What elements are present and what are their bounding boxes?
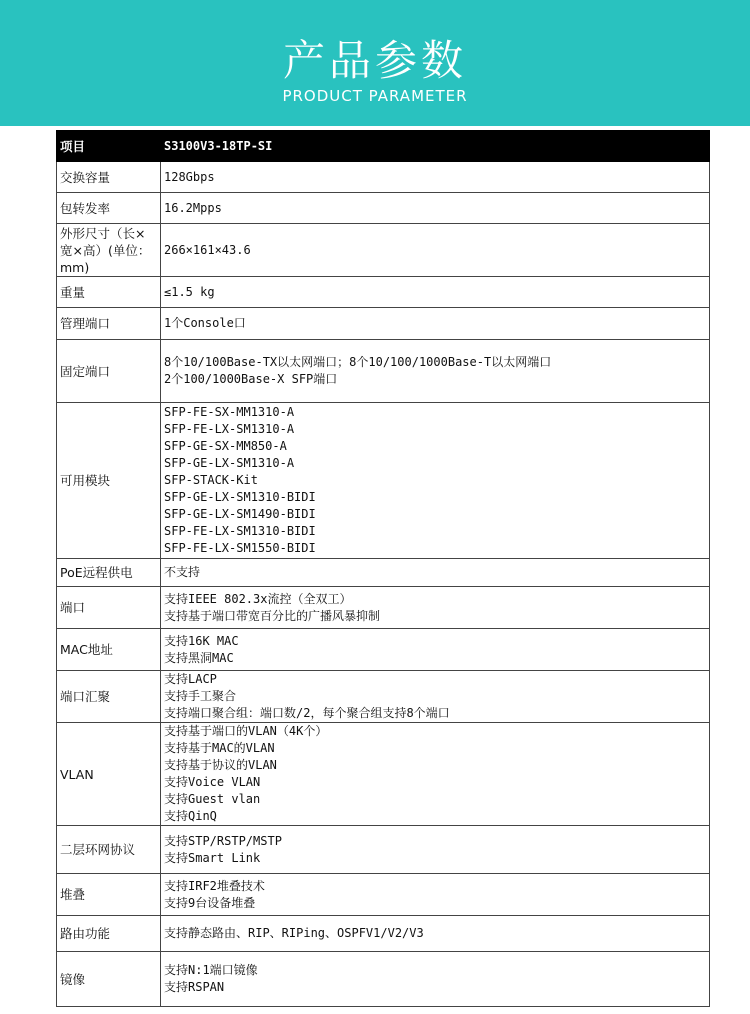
table-row bbox=[57, 874, 710, 916]
banner-title: 产品参数 bbox=[282, 36, 467, 85]
table-row bbox=[57, 629, 710, 671]
row-value bbox=[161, 340, 710, 403]
value-line: SFP-GE-SX-MM850-A bbox=[164, 439, 287, 453]
row-value bbox=[161, 723, 710, 826]
table-row bbox=[57, 224, 710, 277]
table-row bbox=[57, 952, 710, 1007]
value-line: SFP-FE-SX-MM1310-A bbox=[164, 405, 295, 419]
value-line: 支持基于端口带宽百分比的广播风暴抑制 bbox=[164, 608, 381, 623]
row-label: MAC地址 bbox=[57, 629, 161, 671]
value-line: 支持基于MAC的VLAN bbox=[164, 741, 275, 755]
value-line: SFP-GE-LX-SM1490-BIDI bbox=[164, 507, 316, 521]
value-line: 支持LACP bbox=[164, 672, 217, 686]
row-label: 端口汇聚 bbox=[57, 671, 161, 723]
row-value bbox=[161, 308, 710, 340]
row-label: 可用模块 bbox=[57, 403, 161, 559]
row-value bbox=[161, 193, 710, 224]
value-line: 16.2Mpps bbox=[164, 200, 222, 215]
value-line: 支持N:1端口镜像 bbox=[164, 963, 258, 977]
value-line: 支持IEEE 802.3x流控（全双工） bbox=[164, 591, 352, 606]
value-line: SFP-FE-LX-SM1310-A bbox=[164, 422, 295, 436]
row-value bbox=[161, 162, 710, 193]
value-line: SFP-GE-LX-SM1310-A bbox=[164, 456, 295, 470]
header-model: S3100V3-18TP-SI bbox=[161, 131, 710, 162]
row-label: 交换容量 bbox=[57, 162, 161, 193]
row-label: 包转发率 bbox=[57, 193, 161, 224]
value-line: 266×161×43.6 bbox=[164, 242, 251, 257]
value-line: 支持STP/RSTP/MSTP bbox=[164, 833, 282, 848]
value-line: 支持基于协议的VLAN bbox=[164, 758, 277, 772]
row-value bbox=[161, 277, 710, 308]
table-row bbox=[57, 916, 710, 952]
value-line: 2个100/1000Base-X SFP端口 bbox=[164, 372, 338, 386]
value-line: 支持手工聚合 bbox=[164, 689, 237, 703]
value-line: 支持基于端口的VLAN（4K个） bbox=[164, 724, 328, 738]
row-label: 镜像 bbox=[57, 952, 161, 1007]
row-value bbox=[161, 916, 710, 952]
value-line: SFP-GE-LX-SM1310-BIDI bbox=[164, 490, 316, 504]
value-line: SFP-STACK-Kit bbox=[164, 473, 258, 487]
header-banner bbox=[0, 0, 750, 126]
table-row bbox=[57, 277, 710, 308]
row-value bbox=[161, 587, 710, 629]
table-row bbox=[57, 723, 710, 826]
row-label: 管理端口 bbox=[57, 308, 161, 340]
table-row bbox=[57, 671, 710, 723]
table-header-row bbox=[57, 131, 710, 162]
value-line: 支持9台设备堆叠 bbox=[164, 895, 256, 910]
row-value bbox=[161, 874, 710, 916]
value-line: 128Gbps bbox=[164, 169, 215, 184]
table-row bbox=[57, 826, 710, 874]
table-row bbox=[57, 587, 710, 629]
row-value bbox=[161, 826, 710, 874]
value-line: 8个10/100Base-TX以太网端口；8个10/100/1000Base-T以太网端口 bbox=[164, 355, 552, 369]
row-value bbox=[161, 224, 710, 277]
row-label: 二层环网协议 bbox=[57, 826, 161, 874]
row-label: 重量 bbox=[57, 277, 161, 308]
value-line: 支持16K MAC bbox=[164, 633, 239, 648]
value-line: 支持黑洞MAC bbox=[164, 650, 234, 665]
table-row bbox=[57, 403, 710, 559]
value-line: 1个Console口 bbox=[164, 316, 246, 330]
table-row bbox=[57, 340, 710, 403]
value-line: 支持QinQ bbox=[164, 809, 217, 823]
row-value bbox=[161, 403, 710, 559]
row-value bbox=[161, 629, 710, 671]
value-line: SFP-FE-LX-SM1550-BIDI bbox=[164, 541, 316, 555]
header-label: 项目 bbox=[57, 131, 161, 162]
table-row bbox=[57, 559, 710, 587]
table-row bbox=[57, 193, 710, 224]
value-line: 支持IRF2堆叠技术 bbox=[164, 878, 265, 893]
row-label: 路由功能 bbox=[57, 916, 161, 952]
value-line: 支持端口聚合组：端口数/2，每个聚合组支持8个端口 bbox=[164, 706, 450, 720]
row-label: 外形尺寸（长×宽×高）(单位：mm) bbox=[57, 224, 161, 277]
row-value bbox=[161, 559, 710, 587]
row-value bbox=[161, 952, 710, 1007]
value-line: 支持Smart Link bbox=[164, 850, 261, 865]
row-label: VLAN bbox=[57, 723, 161, 826]
value-line: ≤1.5 kg bbox=[164, 284, 215, 299]
row-label: PoE远程供电 bbox=[57, 559, 161, 587]
value-line: SFP-FE-LX-SM1310-BIDI bbox=[164, 524, 316, 538]
value-line: 支持静态路由、RIP、RIPing、OSPFV1/V2/V3 bbox=[164, 926, 424, 940]
table-row bbox=[57, 308, 710, 340]
value-line: 支持RSPAN bbox=[164, 980, 225, 994]
row-label: 堆叠 bbox=[57, 874, 161, 916]
value-line: 支持Guest vlan bbox=[164, 792, 261, 806]
value-line: 不支持 bbox=[164, 565, 201, 579]
row-label: 端口 bbox=[57, 587, 161, 629]
table-row bbox=[57, 162, 710, 193]
spec-table bbox=[56, 130, 710, 1007]
row-value bbox=[161, 671, 710, 723]
row-label: 固定端口 bbox=[57, 340, 161, 403]
banner-subtitle: PRODUCT PARAMETER bbox=[282, 87, 468, 105]
value-line: 支持Voice VLAN bbox=[164, 775, 261, 789]
